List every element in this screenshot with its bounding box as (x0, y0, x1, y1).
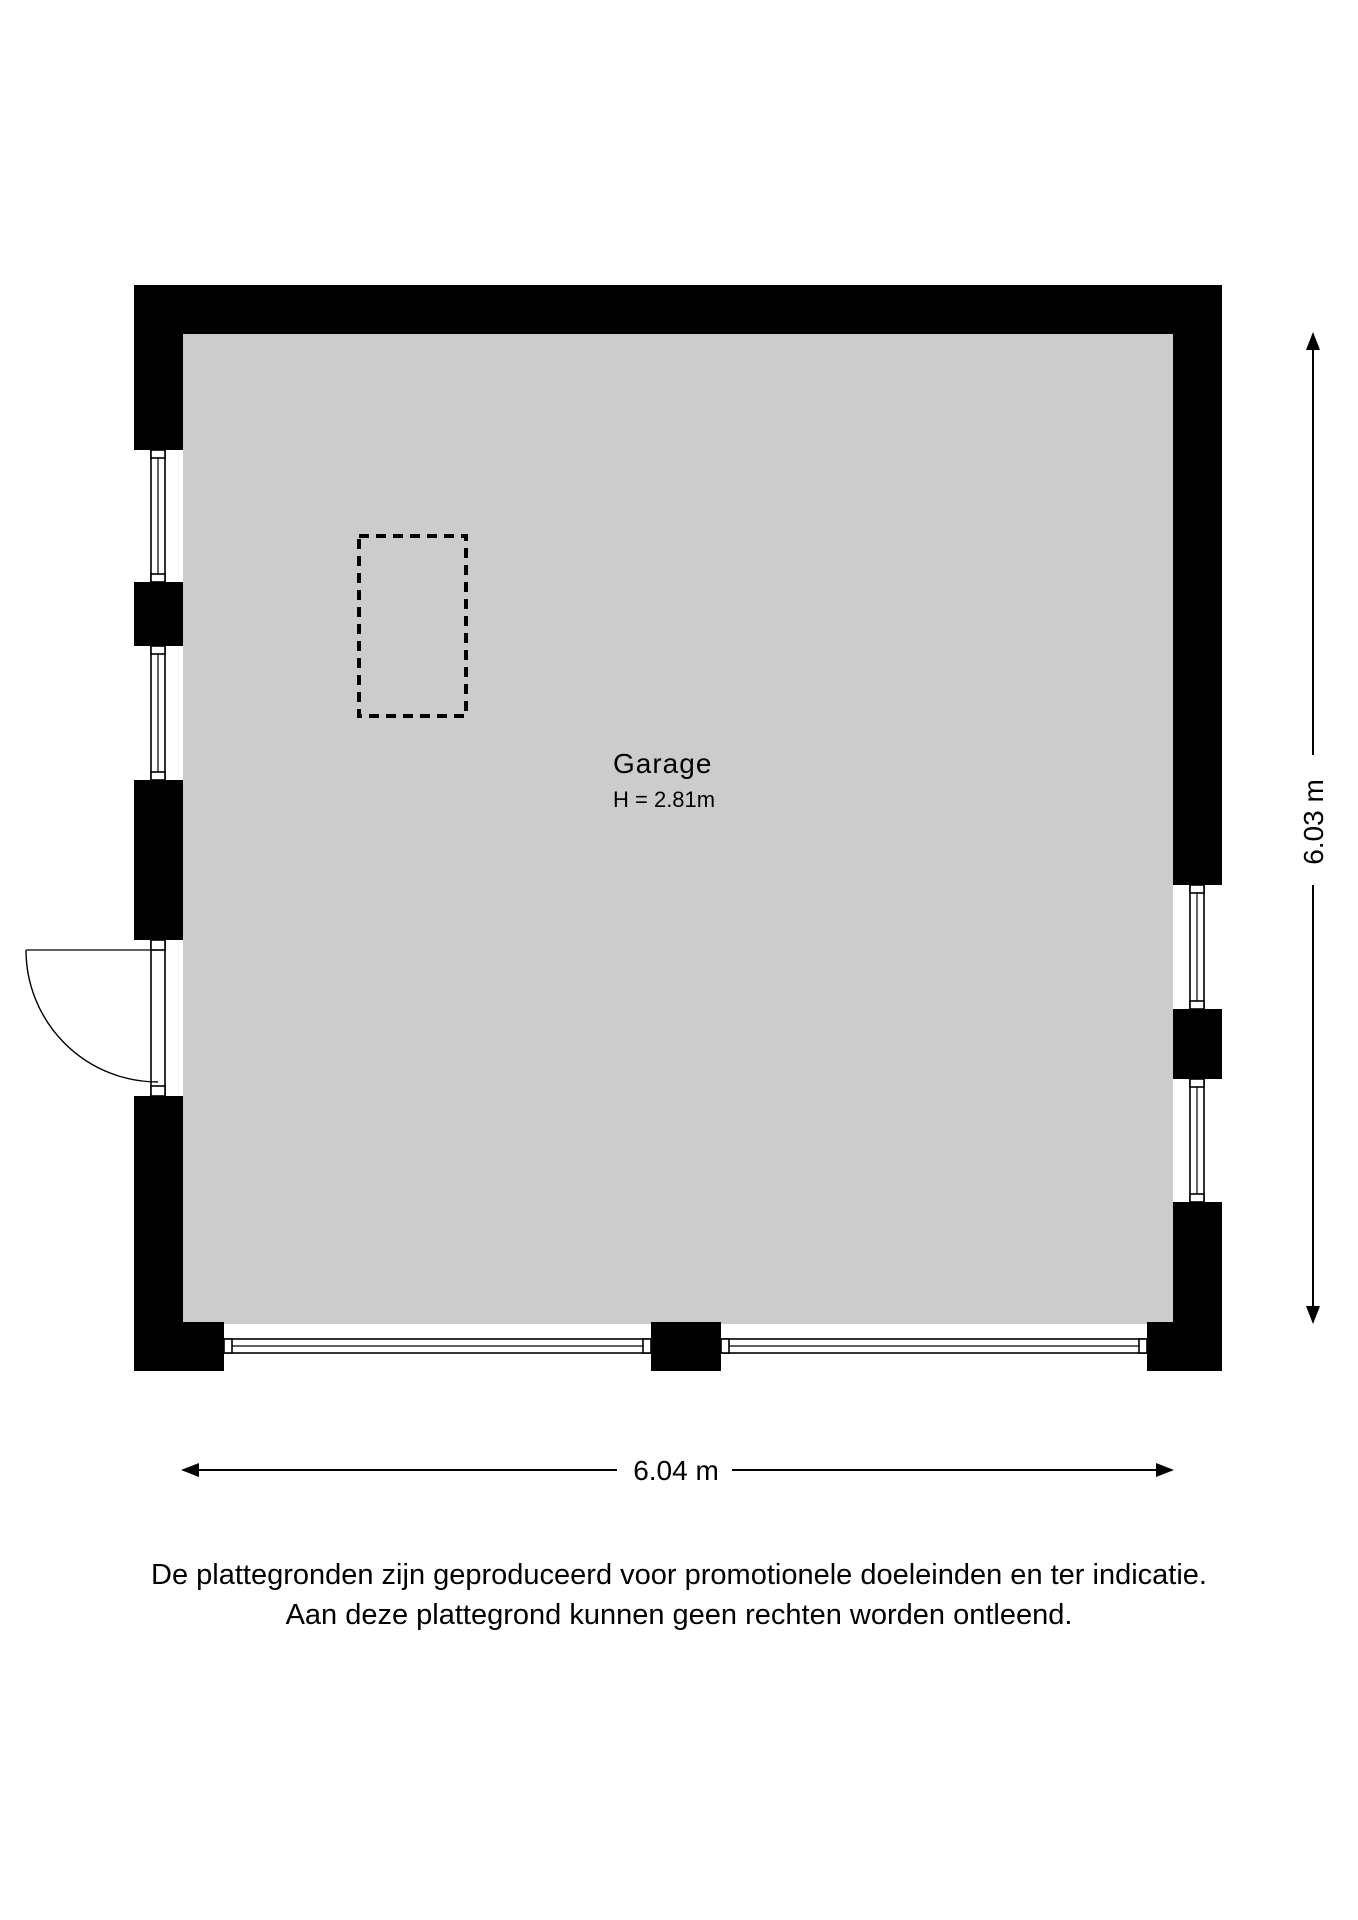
wall-right-1 (1173, 285, 1222, 885)
wall-left-1 (134, 285, 183, 450)
arrow-down-icon (1306, 1306, 1320, 1324)
window-right-2 (1190, 1079, 1204, 1202)
disclaimer-line-1: De plattegronden zijn geproduceerd voor promotionele doeleinden en ter indicatie. (151, 1559, 1207, 1591)
wall-bottom-right (1147, 1322, 1222, 1371)
wall-top (134, 285, 1222, 334)
arrow-right-icon (1156, 1463, 1174, 1477)
room-height: H = 2.81m (613, 787, 716, 812)
disclaimer (0, 1555, 1358, 1635)
wall-bottom-mid (651, 1322, 721, 1371)
wall-bottom-left (134, 1322, 224, 1371)
arrow-left-icon (181, 1463, 199, 1477)
wall-left-2 (134, 582, 183, 646)
window-right-1 (1190, 885, 1204, 1009)
dimension-width (181, 1455, 1174, 1486)
window-bottom-2 (721, 1339, 1147, 1353)
width-label: 6.04 m (633, 1455, 719, 1486)
window-left-1 (151, 450, 165, 582)
room-name: Garage (613, 748, 713, 779)
window-left-2 (151, 646, 165, 780)
arrow-up-icon (1306, 332, 1320, 350)
garage-floor (183, 334, 1173, 1324)
door-left (26, 940, 165, 1096)
window-bottom-1 (224, 1339, 651, 1353)
wall-left-3 (134, 780, 183, 940)
wall-right-2 (1173, 1009, 1222, 1079)
dimension-depth (1298, 332, 1329, 1324)
disclaimer-line-2: Aan deze plattegrond kunnen geen rechten worden ontleend. (285, 1599, 1073, 1631)
depth-label: 6.03 m (1298, 779, 1329, 865)
